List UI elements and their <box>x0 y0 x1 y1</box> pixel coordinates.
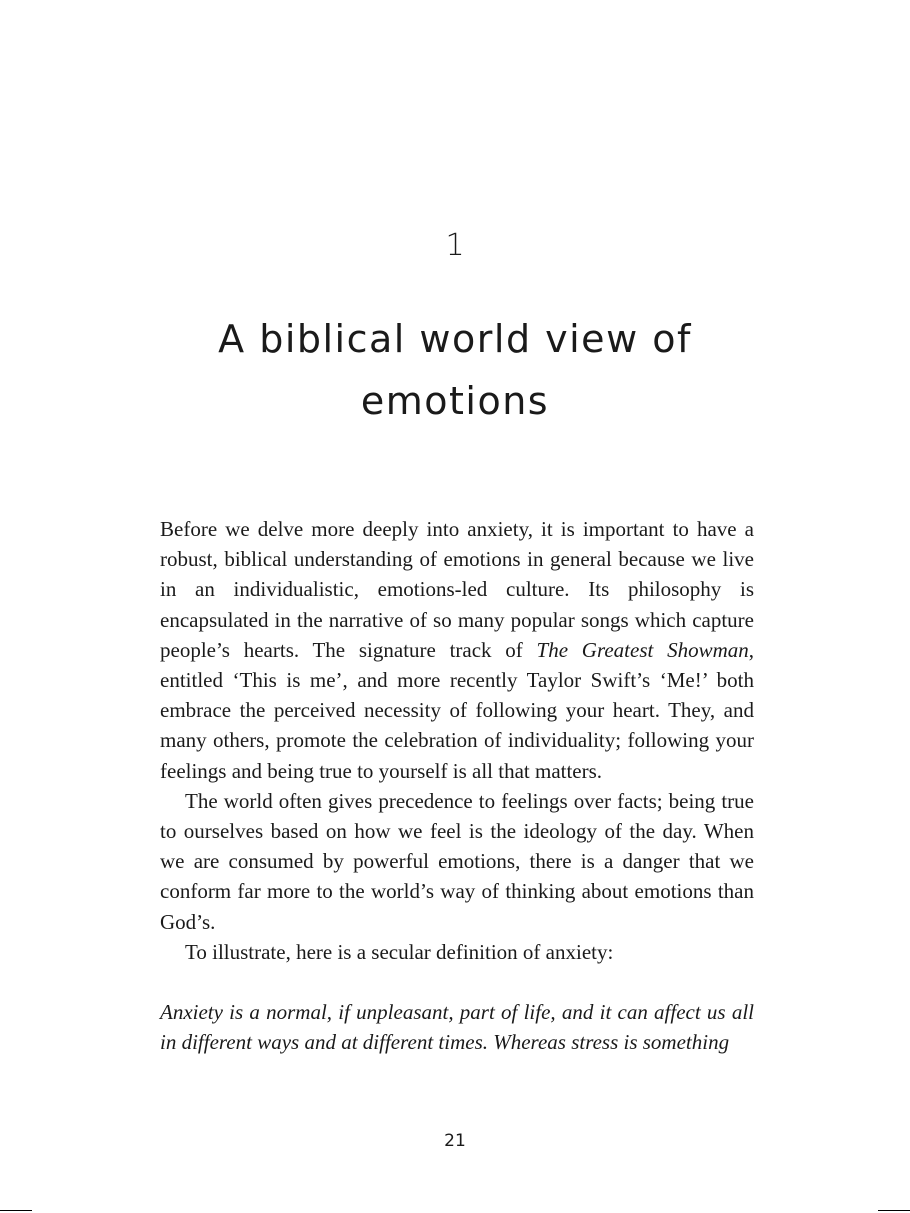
quoted-definition: Anxiety is a normal, if unpleasant, part of life, and it can affect us all in different ways and at different times. Whereas stress is something <box>160 1000 754 1055</box>
chapter-number: 1 <box>445 228 465 263</box>
paragraph-1-text-end: , entitled ‘This is me’, and more recently Taylor Swift’s ‘Me!’ both embrace the perceived necessity of following your heart. They, and many others, promote the celebration of individuality; following your feelings and being true to yourself is all that matters. <box>160 637 754 783</box>
body-text <box>160 514 754 1057</box>
paragraph-1 <box>160 514 754 786</box>
paragraph-2: The world often gives precedence to feelings over facts; being true to ourselves based on how we feel is the ideology of the day. When we are consumed by powerful emotions, there is a danger that we conform far more to the world’s way of thinking about emotions than God’s. <box>160 788 754 934</box>
paragraph-3: To illustrate, here is a secular definition of anxiety: <box>185 939 614 964</box>
paragraph-1-text-start: Before we delve more deeply into anxiety, it is important to have a robust, biblical understanding of emotions in general because we live in an individualistic, emotions-led culture. Its philosophy is encapsulated in the narrative of so many popular songs which capture people’s hearts. The signature track of <box>160 517 754 662</box>
crop-mark-left <box>0 1210 32 1211</box>
chapter-title: A biblical world view of emotions <box>218 317 692 423</box>
film-title: The Greatest Showman <box>536 637 749 662</box>
crop-mark-right <box>878 1210 910 1211</box>
page-number: 21 <box>444 1131 466 1151</box>
